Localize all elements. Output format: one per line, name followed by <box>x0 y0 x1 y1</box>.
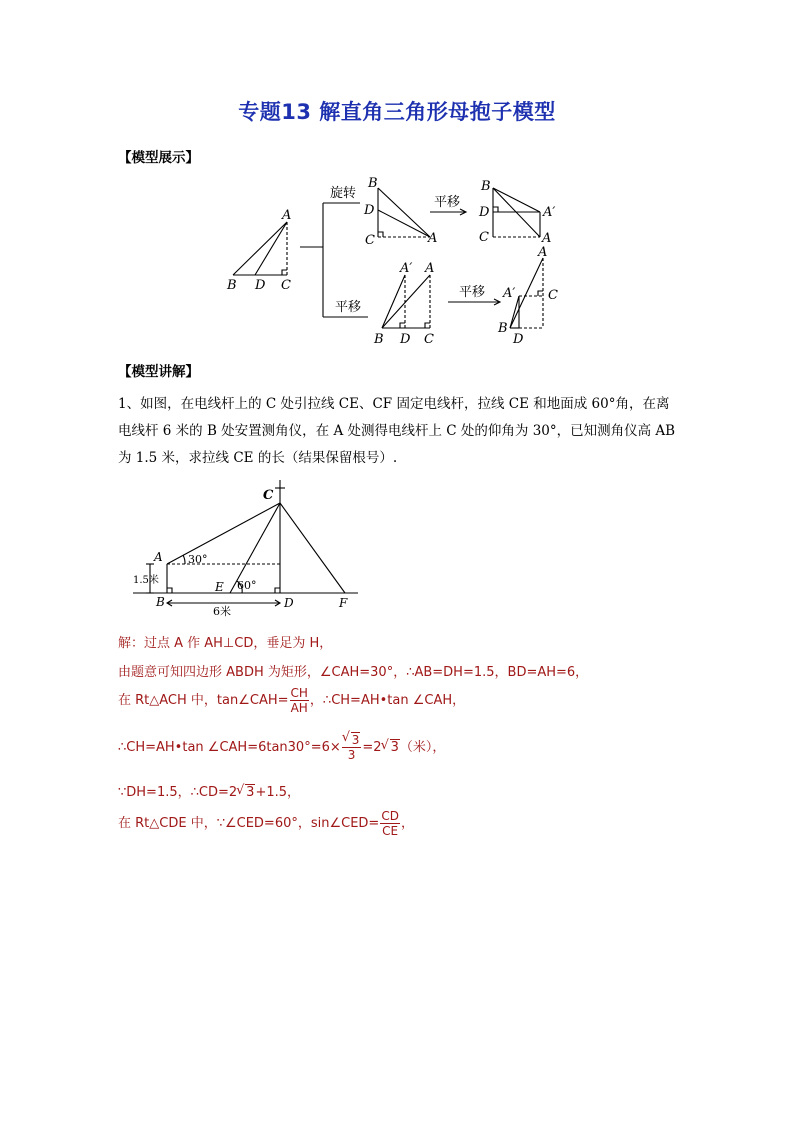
translate-label: 平移 <box>459 285 486 300</box>
label-c: C <box>424 332 434 347</box>
solution-line-1: 解：过点 A 作 AH⊥CD，垂足为 H， <box>118 636 333 651</box>
label-c: C <box>263 488 274 503</box>
label-b: B <box>156 595 165 609</box>
page-title: 专题13 解直角三角形母抱子模型 <box>238 100 556 124</box>
label-d: D <box>364 203 375 218</box>
label-a: A <box>538 245 548 260</box>
label-c: C <box>281 278 291 293</box>
label-b: B <box>481 179 491 194</box>
solution-line-5: ∵DH=1.5，∴CD=2√ 3+1.5， <box>118 781 300 800</box>
translate-label: 平移 <box>335 300 362 315</box>
label-c: C <box>365 233 375 248</box>
label-d: D <box>255 278 266 293</box>
label-b: B <box>227 278 237 293</box>
label-b: B <box>368 176 378 191</box>
label-f: F <box>339 596 348 610</box>
problem-line: 为 1.5 米，求拉线 CE 的长（结果保留根号）. <box>118 450 398 466</box>
angle-30-label: 30° <box>188 553 208 566</box>
problem-text <box>118 391 678 472</box>
label-d: D <box>284 596 294 610</box>
label-d: D <box>400 332 411 347</box>
sqrt: √ 3 <box>343 733 361 747</box>
label-a: A <box>425 261 435 276</box>
width-label: 6米 <box>213 605 231 618</box>
model-diagram <box>0 0 794 360</box>
label-a-prime: A′ <box>543 205 556 220</box>
solution-line-2: 由题意可知四边形 ABDH 为矩形，∠CAH=30°，∴AB=DH=1.5，BD=AH=6， <box>118 665 589 680</box>
label-b: B <box>374 332 384 347</box>
sqrt: √ 3 <box>237 785 255 800</box>
solution-line-4: ∴CH=AH•tan ∠CAH=6tan30°=6× √ $\frac{3}{3}$ =2√ 3（米）， <box>118 733 445 762</box>
label-a-prime: A′ <box>503 286 516 301</box>
label-d: D <box>479 205 490 220</box>
section-heading-model-show: 【模型展示】 <box>118 150 199 166</box>
label-a: A <box>428 231 438 246</box>
height-label: 1.5米 <box>133 575 159 586</box>
fraction: √ $\frac{3}{3}$ <box>342 733 362 762</box>
label-e: E <box>215 580 224 594</box>
rotate-label: 旋转 <box>330 186 357 201</box>
label-a: A <box>282 208 292 223</box>
problem-line: 1、如图，在电线杆上的 C 处引拉线 CE、CF 固定电线杆，拉线 CE 和地面成 60°角，在离 <box>118 396 670 412</box>
angle-60-label: 60° <box>237 579 257 592</box>
solution-line-6: 在 Rt△CDE 中，∵∠CED=60°，sin∠CED= $\frac{CD}{CE}$ ， <box>118 809 414 838</box>
label-d: D <box>513 332 524 347</box>
fraction: $\frac{CH}{AH}$ <box>290 686 308 715</box>
pole-diagram <box>0 475 794 620</box>
label-a-prime: A′ <box>400 261 413 276</box>
fraction: $\frac{CD}{CE}$ <box>381 809 399 838</box>
sqrt: √ 3 <box>382 740 400 755</box>
label-c: C <box>479 230 489 245</box>
translate-label: 平移 <box>434 195 461 210</box>
label-b: B <box>498 321 508 336</box>
solution-line-3: 在 Rt△ACH 中，tan∠CAH= $\frac{CH}{AH}$ ，∴CH=AH•tan ∠CAH， <box>118 686 466 715</box>
problem-line: 电线杆 6 米的 B 处安置测角仪，在 A 处测得电线杆上 C 处的仰角为 30°，已知测角仪高 AB <box>118 423 676 439</box>
label-c: C <box>548 288 558 303</box>
label-a: A <box>154 550 163 564</box>
label-a: A <box>542 231 552 246</box>
section-heading-model-explain: 【模型讲解】 <box>118 364 199 380</box>
